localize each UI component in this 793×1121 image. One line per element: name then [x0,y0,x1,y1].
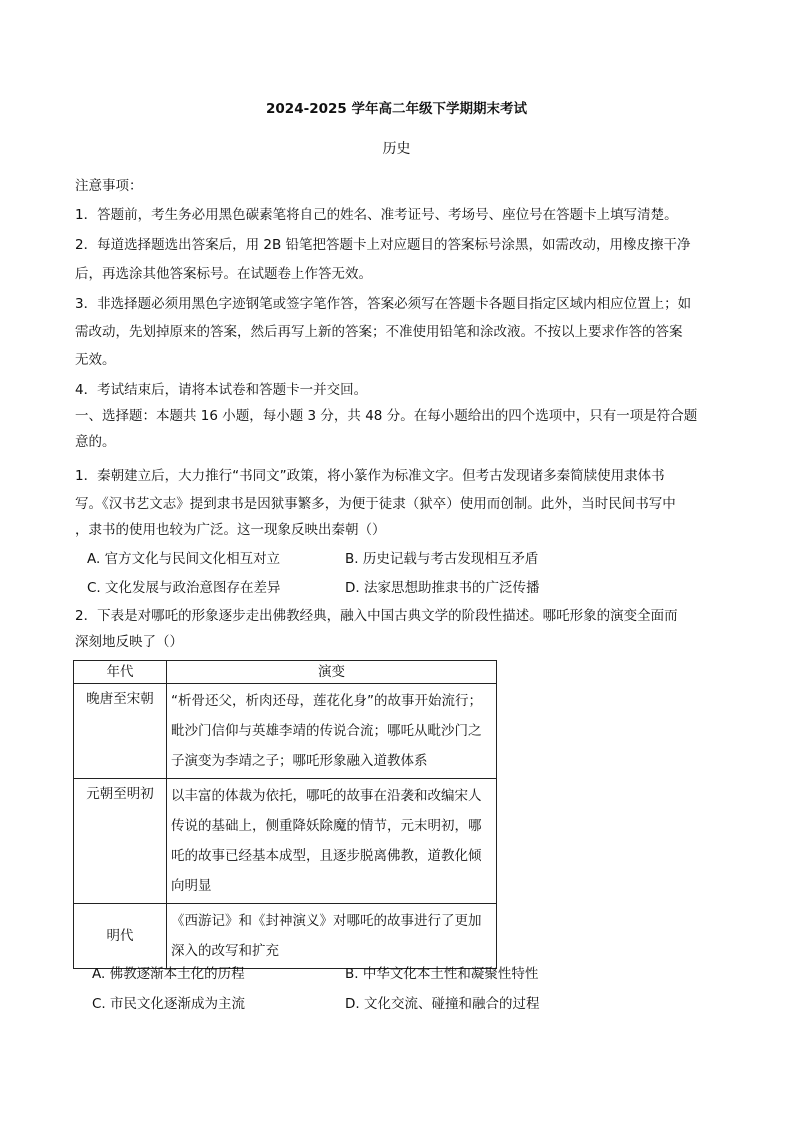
q1-option-a: A. 官方文化与民间文化相互对立 [87,551,281,567]
q2-stem-line-2: 深刻地反映了（） [75,634,183,650]
table-header-era: 年代 [74,661,167,684]
notice-item-3-line-3: 无效。 [75,352,116,368]
table-cell-era: 明代 [74,904,167,969]
section-1-line-1: 一、选择题：本题共 16 小题，每小题 3 分，共 48 分。在每小题给出的四个选项中，只有一项是符合题 [75,408,698,424]
q1-option-d: D. 法家思想助推隶书的广泛传播 [345,580,540,596]
table-header-row [74,661,497,684]
q2-option-b: B. 中华文化本土性和凝聚性特性 [345,966,539,982]
exam-subject: 历史 [382,141,411,157]
notice-heading: 注意事项： [75,178,143,194]
table-cell-era: 晚唐至宋朝 [74,684,167,779]
notice-item-2-line-2: 后，再选涂其他答案标号。在试题卷上作答无效。 [75,266,372,282]
q2-stem-line-1: 2．下表是对哪吒的形象逐步走出佛教经典，融入中国古典文学的阶段性描述。哪吒形象的演变全面而 [75,608,678,624]
q1-option-b: B. 历史记载与考古发现相互矛盾 [345,551,539,567]
table-cell-desc: “析骨还父，析肉还母，莲花化身”的故事开始流行；毗沙门信仰与英雄李靖的传说合流；哪吒从毗沙门之子演变为李靖之子；哪吒形象融入道教体系 [167,684,497,779]
notice-item-3-line-1: 3．非选择题必须用黑色字迹钢笔或签字笔作答，答案必须写在答题卡各题目指定区域内相应位置上；如 [75,296,692,312]
nezha-evolution-table [73,660,497,969]
q1-option-c: C. 文化发展与政治意图存在差异 [87,580,281,596]
notice-item-2-line-1: 2．每道选择题选出答案后，用 2B 铅笔把答题卡上对应题目的答案标号涂黑，如需改动，用橡皮擦干净 [75,237,691,253]
exam-title: 2024-2025 学年高二年级下学期期末考试 [266,101,527,117]
table-row [74,904,497,969]
notice-item-4: 4．考试结束后，请将本试卷和答题卡一并交回。 [75,382,368,398]
q1-stem-line-2: 写。《汉书艺文志》提到隶书是因狱事繁多，为便于徒隶（狱卒）使用而创制。此外，当时民间书写中 [75,496,676,512]
q2-option-a: A. 佛教逐渐本土化的历程 [92,966,245,982]
table-header-evolution: 演变 [167,661,497,684]
q1-stem-line-1: 1．秦朝建立后，大力推行“书同文”政策，将小篆作为标准文字。但考古发现诸多秦简牍使用隶体书 [75,468,665,484]
table-cell-era: 元朝至明初 [74,779,167,904]
section-1-line-2: 意的。 [75,434,116,450]
q1-stem-line-3: ，隶书的使用也较为广泛。这一现象反映出秦朝（） [75,522,386,538]
notice-item-1: 1．答题前，考生务必用黑色碳素笔将自己的姓名、准考证号、考场号、座位号在答题卡上填写清楚。 [75,207,678,223]
notice-item-3-line-2: 需改动，先划掉原来的答案，然后再写上新的答案；不准使用铅笔和涂改液。不按以上要求作答的答案 [75,324,683,340]
table-cell-desc: 《西游记》和《封神演义》对哪吒的故事进行了更加深入的改写和扩充 [167,904,497,969]
table-row [74,684,497,779]
table-cell-desc: 以丰富的体裁为依托，哪吒的故事在沿袭和改编宋人传说的基础上，侧重降妖除魔的情节，元末明初，哪吒的故事已经基本成型，且逐步脱离佛教，道教化倾向明显 [167,779,497,904]
q2-option-c: C. 市民文化逐渐成为主流 [92,996,246,1012]
q2-option-d: D. 文化交流、碰撞和融合的过程 [345,996,540,1012]
table-row [74,779,497,904]
